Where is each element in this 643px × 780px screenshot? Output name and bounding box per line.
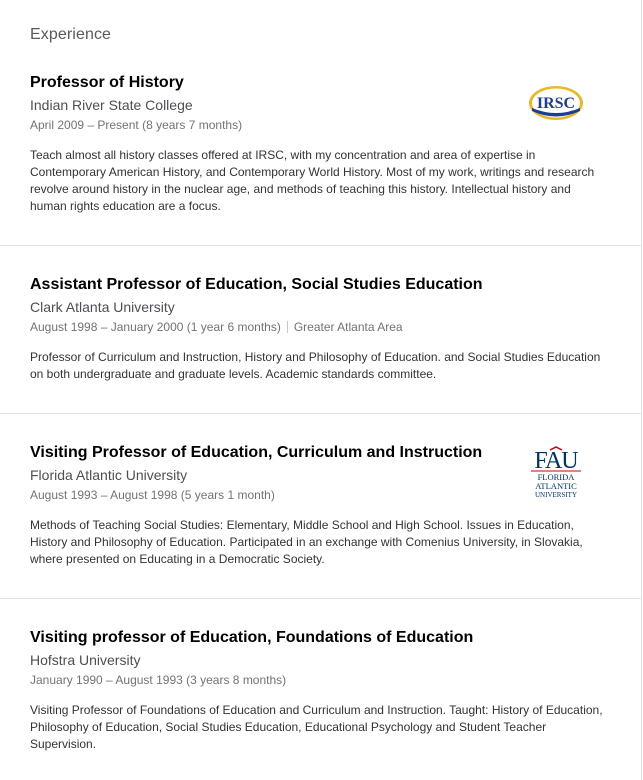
job-title[interactable]: Assistant Professor of Education, Social Studies Education xyxy=(30,276,483,293)
svg-text:IRSC: IRSC xyxy=(536,95,576,112)
section-title: Experience xyxy=(30,26,112,43)
job-description: Teach almost all history classes offered at IRSC, with my concentration and area of expertise in Contemporary American History, and Contemporary World History. Most of my work, writings and research revolve around history in the nuclear age, and methods of teaching this history. Intellectual history and human rights education are a focus. xyxy=(30,148,595,213)
job-title[interactable]: Professor of History xyxy=(30,74,184,91)
date-range: August 1993 – August 1998 (5 years 1 month) xyxy=(30,488,275,502)
svg-text:ATLANTIC: ATLANTIC xyxy=(535,481,577,491)
job-title[interactable]: Visiting professor of Education, Foundations of Education xyxy=(30,629,474,646)
company-name[interactable]: Florida Atlantic University xyxy=(30,467,188,483)
job-description: Professor of Curriculum and Instruction, History and Philosophy of Education. and Social Studies Education on both undergraduate and graduate levels. Academic standards committee. xyxy=(30,350,601,381)
svg-text:FAU: FAU xyxy=(534,448,578,474)
job-title[interactable]: Visiting Professor of Education, Curriculum and Instruction xyxy=(30,444,483,461)
svg-text:FLORIDA: FLORIDA xyxy=(537,472,575,482)
job-description: Methods of Teaching Social Studies: Elementary, Middle School and High School. Issues in Education, History and Philosophy of Education. Participated in an exchange with Comenius University, in Slovakia, where presented on Educating in a Democratic Society. xyxy=(30,518,583,566)
company-name[interactable]: Clark Atlanta University xyxy=(30,299,175,315)
svg-text:UNIVERSITY: UNIVERSITY xyxy=(535,491,577,499)
location: Greater Atlanta Area xyxy=(293,320,403,334)
job-description: Visiting Professor of Foundations of Education and Curriculum and Instruction. Taught: History of Education, Philosophy of Education, Social Studies Education, Educational Psychology and Student Teacher Supervision. xyxy=(30,703,603,751)
date-range: January 1990 – August 1993 (3 years 8 months) xyxy=(30,673,287,687)
company-name[interactable]: Hofstra University xyxy=(30,652,141,668)
date-range: April 2009 – Present (8 years 7 months) xyxy=(30,118,243,132)
date-range-text: August 1998 – January 2000 (1 year 6 months) xyxy=(30,320,281,334)
company-name[interactable]: Indian River State College xyxy=(30,97,193,113)
